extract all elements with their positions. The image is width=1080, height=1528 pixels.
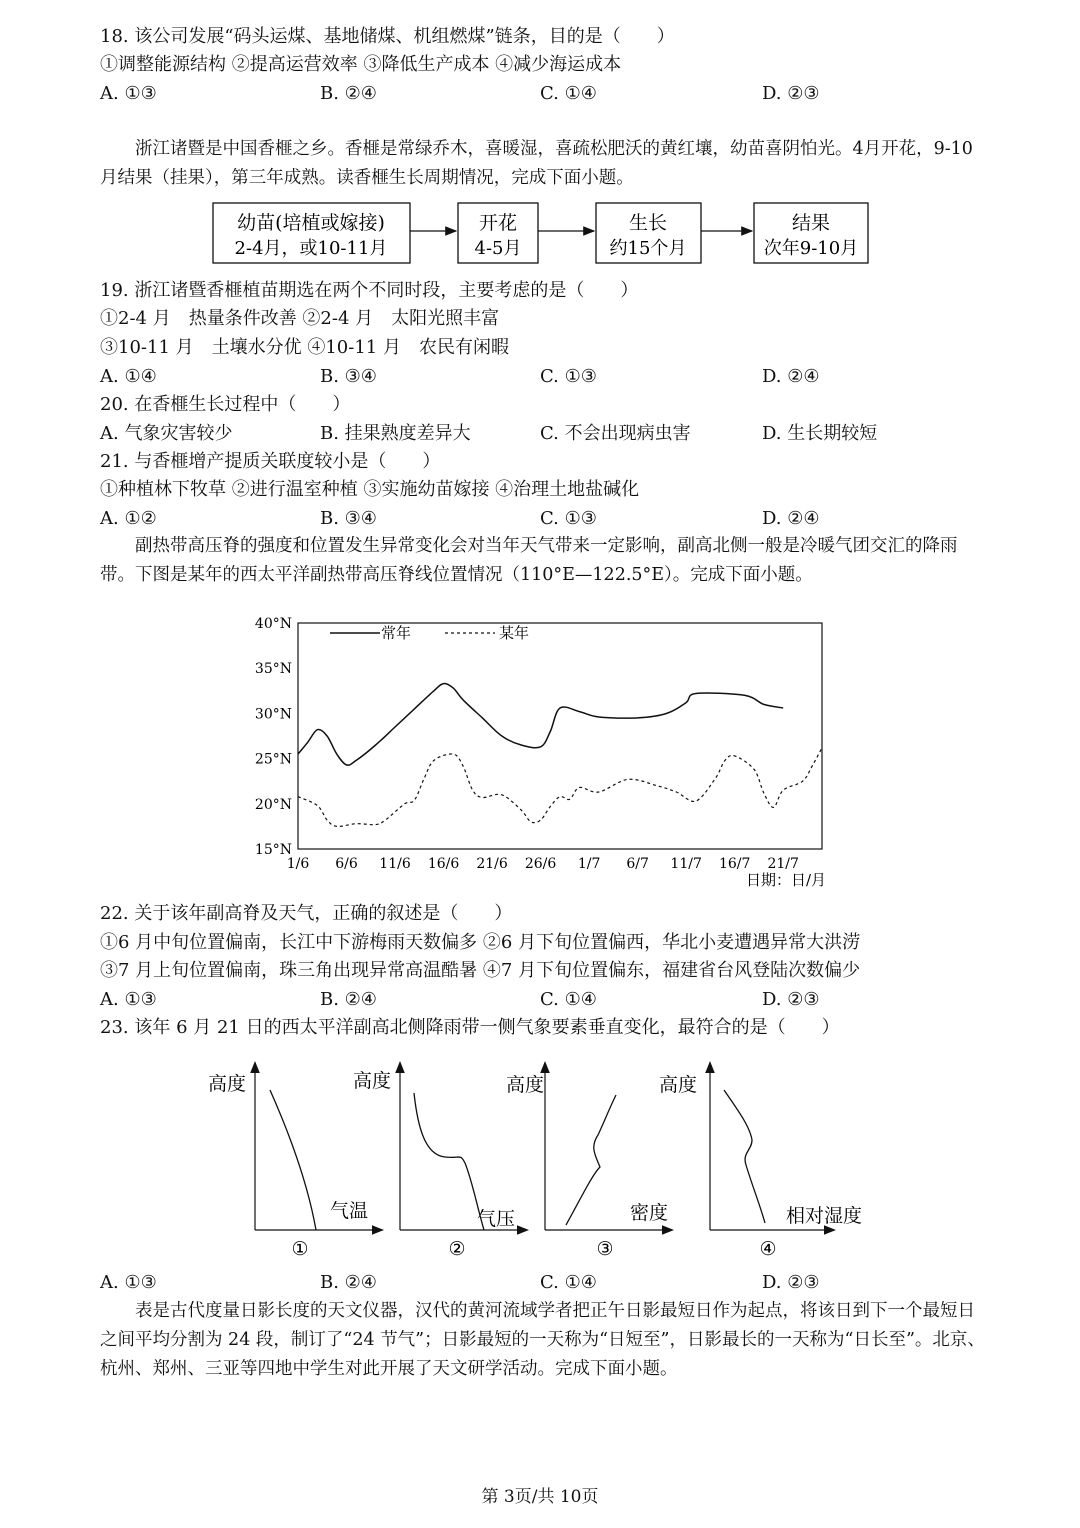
- graph-density: [506, 1067, 668, 1260]
- q18-option-c: C. ①④: [540, 83, 597, 104]
- q20-stem: 20. 在香榧生长过程中（ ）: [100, 394, 351, 415]
- q23-option-b: B. ②④: [320, 1272, 377, 1293]
- graph2-xlabel: 气压: [477, 1208, 516, 1230]
- x-tick-label: 6/7: [626, 856, 649, 872]
- q23-stem: 23. 该年 6 月 21 日的西太平洋副高北侧降雨带一侧气象要素垂直变化，最符合的是（ ）: [100, 1017, 840, 1038]
- flow-box-fruiting: [754, 203, 868, 263]
- legend-label-year: 某年: [499, 624, 530, 642]
- y-tick-label: 35°N: [254, 661, 292, 678]
- graph3-ylabel: 高度: [506, 1074, 545, 1096]
- graph4-xlabel: 相对湿度: [786, 1205, 863, 1227]
- graph1-ylabel: 高度: [208, 1073, 247, 1095]
- x-tick-label: 21/6: [476, 856, 508, 872]
- q22-option-d: D. ②③: [762, 989, 820, 1010]
- q22-items-1: ①6 月中旬位置偏南，长江中下游梅雨天数偏多 ②6 月下旬位置偏西，华北小麦遭遇异常大洪涝: [100, 932, 861, 953]
- q18-option-d: D. ②③: [762, 83, 820, 104]
- y-tick-label: 30°N: [254, 706, 292, 723]
- q21-items: ①种植林下牧草 ②进行温室种植 ③实施幼苗嫁接 ④治理土地盐碱化: [100, 479, 640, 500]
- x-tick-label: 1/7: [577, 856, 601, 872]
- legend-label-normal: 常年: [381, 624, 412, 642]
- q21-option-b: B. ③④: [320, 508, 377, 529]
- q22-option-a: A. ①③: [100, 989, 157, 1010]
- graph-pressure: [353, 1067, 523, 1260]
- q20-option-d: D. 生长期较短: [762, 423, 878, 444]
- q19-items-1: ①2-4 月 热量条件改善 ②2-4 月 太阳光照丰富: [100, 308, 500, 329]
- flow-title-growth: 生长: [628, 212, 668, 234]
- q23-option-d: D. ②③: [762, 1272, 820, 1293]
- graph1-xlabel: 气温: [330, 1200, 369, 1222]
- x-tick-label: 26/6: [524, 856, 557, 872]
- chart-legend: [330, 624, 529, 642]
- flow-title-fruiting: 结果: [791, 212, 831, 234]
- graph3-number: ③: [596, 1238, 614, 1260]
- passage-subtropical-high: 副热带高压脊的强度和位置发生异常变化会对当年天气带来一定影响，副高北侧一般是冷暖气团交汇的降雨带。下图是某年的西太平洋副热带高压脊线位置情况（110°E—122.5°E）。完成下面小题。: [100, 536, 958, 585]
- page-number: 第 3页/共 10页: [481, 1487, 599, 1507]
- q22-option-c: C. ①④: [540, 989, 597, 1010]
- q19-option-b: B. ③④: [320, 366, 377, 387]
- x-tick-label: 16/7: [718, 856, 751, 872]
- q22-option-b: B. ②④: [320, 989, 377, 1010]
- flow-title-flowering: 开花: [478, 212, 518, 234]
- q20-option-a: A. 气象灾害较少: [100, 423, 233, 444]
- q21-option-c: C. ①③: [540, 508, 597, 529]
- graph2-ylabel: 高度: [353, 1070, 392, 1092]
- x-tick-label: 16/6: [427, 856, 460, 872]
- flow-sub-fruiting: 次年9-10月: [763, 238, 859, 259]
- flow-sub-growth: 约15个月: [609, 238, 687, 259]
- graph4-ylabel: 高度: [659, 1074, 698, 1096]
- x-tick-label: 11/6: [379, 856, 411, 872]
- x-tick-label: 21/7: [767, 856, 799, 872]
- q21-option-d: D. ②④: [762, 508, 820, 529]
- y-tick-label: 15°N: [254, 842, 292, 858]
- graph2-number: ②: [448, 1238, 466, 1260]
- passage-xiangfei: 浙江诸暨是中国香榧之乡。香榧是常绿乔木，喜暖湿，喜疏松肥沃的黄红壤，幼苗喜阴怕光。4月开花，9-10月结果（挂果），第三年成熟。读香榧生长周期情况，完成下面小题。: [100, 139, 973, 188]
- q21-option-a: A. ①②: [100, 508, 157, 529]
- q19-items-2: ③10-11 月 土壤水分优 ④10-11 月 农民有闲暇: [100, 337, 509, 358]
- series-line-year: [298, 748, 822, 827]
- growth-cycle-flowchart: [200, 198, 890, 270]
- q21-stem: 21. 与香榧增产提质关联度较小是（ ）: [100, 451, 441, 472]
- flow-box-seedling: [213, 203, 410, 263]
- q19-option-d: D. ②④: [762, 366, 820, 387]
- x-tick-label: 1/6: [286, 856, 310, 872]
- graph-relative-humidity: [659, 1067, 862, 1260]
- y-tick-label: 20°N: [254, 796, 292, 813]
- flow-box-growth: [596, 203, 701, 263]
- q23-option-a: A. ①③: [100, 1272, 157, 1293]
- q19-stem: 19. 浙江诸暨香榧植苗期选在两个不同时段，主要考虑的是（ ）: [100, 280, 639, 301]
- q20-option-c: C. 不会出现病虫害: [540, 423, 691, 444]
- series-line-normal: [298, 684, 783, 766]
- q19-option-c: C. ①③: [540, 366, 597, 387]
- q18-option-a: A. ①③: [100, 83, 157, 104]
- q18-option-b: B. ②④: [320, 83, 377, 104]
- chart-xlabel: 日期：日/月: [745, 871, 826, 889]
- graph-temperature: [208, 1067, 378, 1260]
- graph4-number: ④: [759, 1238, 777, 1260]
- flow-title-seedling: 幼苗(培植或嫁接): [237, 212, 385, 234]
- flow-box-flowering: [458, 203, 538, 263]
- x-tick-label: 6/6: [335, 856, 358, 872]
- q18-items: ①调整能源结构 ②提高运营效率 ③降低生产成本 ④减少海运成本: [100, 54, 622, 75]
- q22-items-2: ③7 月上旬位置偏南，珠三角出现异常高温酷暑 ④7 月下旬位置偏东，福建省台风登陆次数偏少: [100, 960, 861, 981]
- ridge-line-chart: [240, 605, 840, 895]
- graph1-number: ①: [291, 1238, 309, 1260]
- flow-sub-flowering: 4-5月: [474, 238, 522, 259]
- graph3-xlabel: 密度: [630, 1202, 669, 1224]
- flow-sub-seedling: 2-4月，或10-11月: [234, 238, 388, 259]
- y-tick-label: 40°N: [254, 616, 292, 632]
- x-tick-label: 11/7: [670, 856, 702, 872]
- chart-plot-frame: [298, 623, 822, 849]
- y-tick-label: 25°N: [254, 751, 292, 768]
- passage-gnomon: 表是古代度量日影长度的天文仪器，汉代的黄河流域学者把正午日影最短日作为起点，将该日到下一个最短日之间平均分割为 24 段，制订了“24 节气”；日影最短的一天称为“日短至”，日影最长的一天称为“日长至”。北京、杭州、郑州、三亚等四地中学生对此开展了天文研学活动。完成下面小题。: [100, 1301, 985, 1379]
- q19-option-a: A. ①④: [100, 366, 157, 387]
- q18-stem: 18. 该公司发展“码头运煤、基地储煤、机组燃煤”链条，目的是（ ）: [100, 26, 675, 47]
- vertical-profile-graphs: [190, 1055, 880, 1265]
- q23-option-c: C. ①④: [540, 1272, 597, 1293]
- q20-option-b: B. 挂果熟度差异大: [320, 423, 471, 444]
- q22-stem: 22. 关于该年副高脊及天气，正确的叙述是（ ）: [100, 903, 513, 924]
